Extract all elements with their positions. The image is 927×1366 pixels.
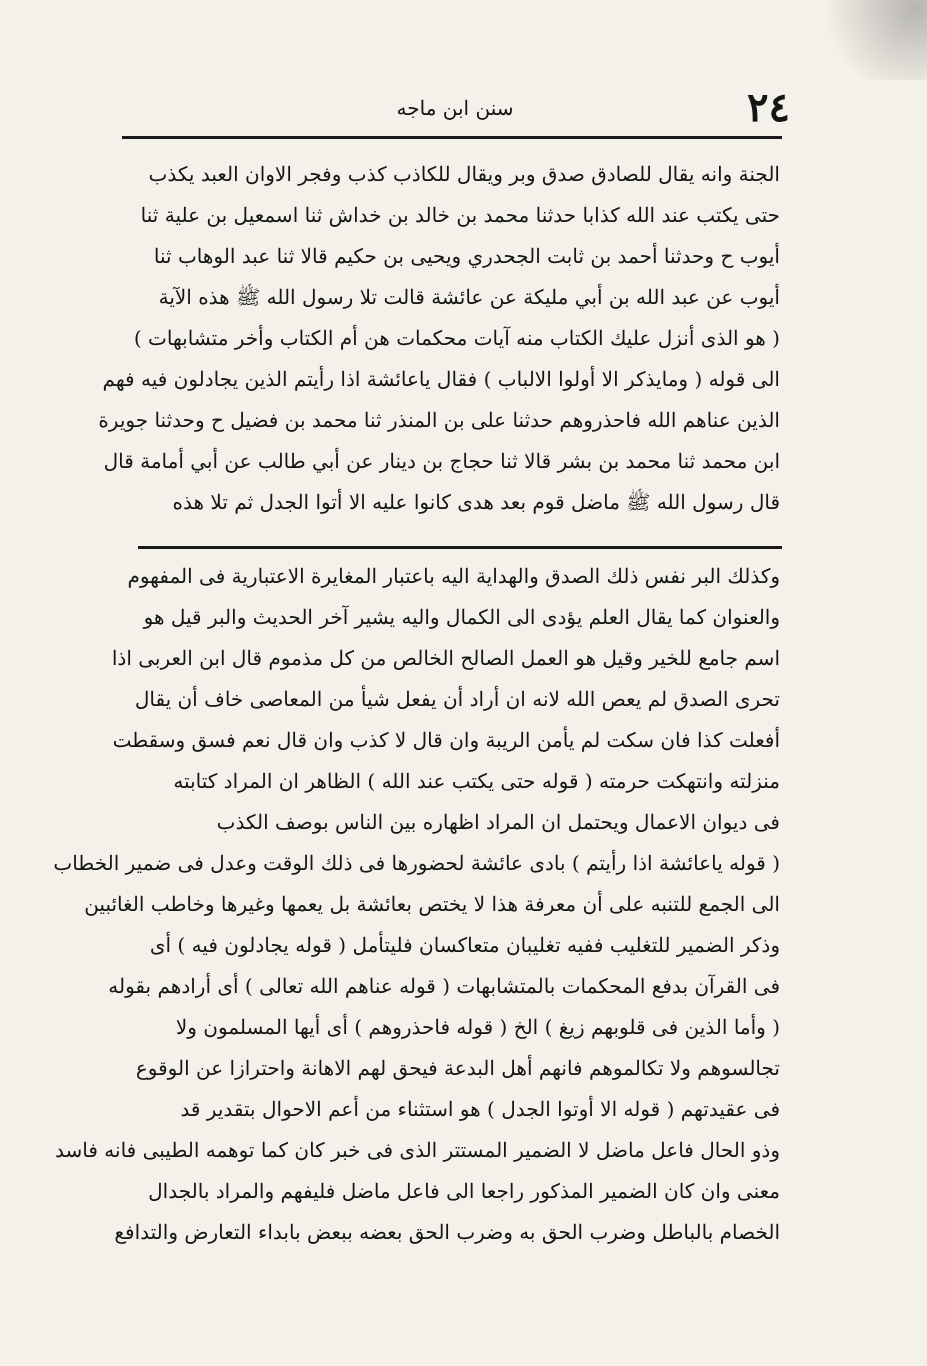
main-text-line: الذين عناهم الله فاحذروهم حدثنا على بن المنذر ثنا محمد بن فضيل ح وحدثنا جويرة [98, 408, 780, 432]
commentary-line: أفعلت كذا فان سكت لم يأمن الريبة وان قال لا كذب وان قال نعم فسق وسقطت [112, 728, 780, 752]
main-text-line: ( هو الذى أنزل عليك الكتاب منه آيات محكمات هن أم الكتاب وأخر متشابهات ) [133, 326, 780, 350]
commentary-line: معنى وان كان الضمير المذكور راجعا الى فاعل ماضل فليفهم والمراد بالجدال [148, 1179, 780, 1203]
commentary-line: اسم جامع للخير وقيل هو العمل الصالح الخالص من كل مذموم قال ابن العربى اذا [111, 646, 780, 670]
commentary-line: الخصام بالباطل وضرب الحق به وضرب الحق بعضه ببعض بابداء التعارض والتدافع [114, 1220, 780, 1244]
commentary-line: تحرى الصدق لم يعص الله لانه ان أراد أن يفعل شيأ من المعاصى خاف أن يقال [134, 687, 780, 711]
commentary-line: الى الجمع للتنبه على أن معرفة هذا لا يختص بعائشة بل يعمها وغيرها وخاطب الغائبين [84, 892, 780, 916]
commentary-line: ( وأما الذين فى قلوبهم زيغ ) الخ ( قوله فاحذروهم ) أى أيها المسلمون ولا [175, 1015, 780, 1039]
main-text-line: أيوب ح وحدثنا أحمد بن ثابت الجحدري ويحيى بن حكيم قالا ثنا عبد الوهاب ثنا [153, 244, 780, 268]
commentary-text [53, 556, 780, 1253]
commentary-line: فى عقيدتهم ( قوله الا أوتوا الجدل ) هو استثناء من أعم الاحوال بتقدير قد [180, 1097, 780, 1121]
commentary-line: وذكر الضمير للتغليب ففيه تغليبان متعاكسان فليتأمل ( قوله يجادلون فيه ) أى [149, 933, 780, 957]
main-text-line: قال رسول الله ﷺ ماضل قوم بعد هدى كانوا عليه الا أتوا الجدل ثم تلا هذه [172, 490, 780, 514]
section-divider [138, 546, 782, 549]
main-text-line: الجنة وانه يقال للصادق صدق وبر ويقال للكاذب كذب وفجر الاوان العبد يكذب [148, 162, 780, 186]
scan-corner-shadow [807, 0, 927, 80]
page-header [120, 84, 790, 140]
commentary-line: منزلته وانتهكت حرمته ( قوله حتى يكتب عند الله ) الظاهر ان المراد كتابته [173, 769, 780, 793]
running-title: سنن ابن ماجه [396, 96, 514, 120]
commentary-line: فى القرآن بدفع المحكمات بالمتشابهات ( قوله عناهم الله تعالى ) أى أرادهم بقوله [108, 974, 780, 998]
header-rule [122, 136, 782, 139]
main-text [98, 154, 780, 523]
commentary-line: وكذلك البر نفس ذلك الصدق والهداية اليه باعتبار المغايرة الاعتبارية فى المفهوم [127, 564, 780, 588]
commentary-line: فى ديوان الاعمال ويحتمل ان المراد اظهاره بين الناس بوصف الكذب [216, 810, 780, 834]
main-text-line: حتى يكتب عند الله كذابا حدثنا محمد بن خالد بن خداش ثنا اسمعيل بن علية ثنا [140, 203, 780, 227]
page-number: ٢٤ [747, 84, 790, 131]
main-text-line: الى قوله ( ومايذكر الا أولوا الالباب ) فقال ياعائشة اذا رأيتم الذين يجادلون فيه فهم [102, 367, 780, 391]
commentary-line: والعنوان كما يقال العلم يؤدى الى الكمال واليه يشير آخر الحديث والبر قيل هو [143, 605, 780, 629]
main-text-line: ابن محمد ثنا محمد بن بشر قالا ثنا حجاج بن دينار عن أبي طالب عن أبي أمامة قال [103, 449, 780, 473]
commentary-line: وذو الحال فاعل ماضل لا الضمير المستتر الذى فى خبر كان كما توهمه الطيبى فانه فاسد [55, 1138, 780, 1162]
commentary-line: تجالسوهم ولا تكالموهم فانهم أهل البدعة فيحق لهم الاهانة واحترازا عن الوقوع [135, 1056, 780, 1080]
commentary-line: ( قوله ياعائشة اذا رأيتم ) بادى عائشة لحضورها فى ذلك الوقت وعدل فى ضمير الخطاب [53, 851, 780, 875]
main-text-line: أيوب عن عبد الله بن أبي مليكة عن عائشة قالت تلا رسول الله ﷺ هذه الآية [158, 285, 780, 309]
